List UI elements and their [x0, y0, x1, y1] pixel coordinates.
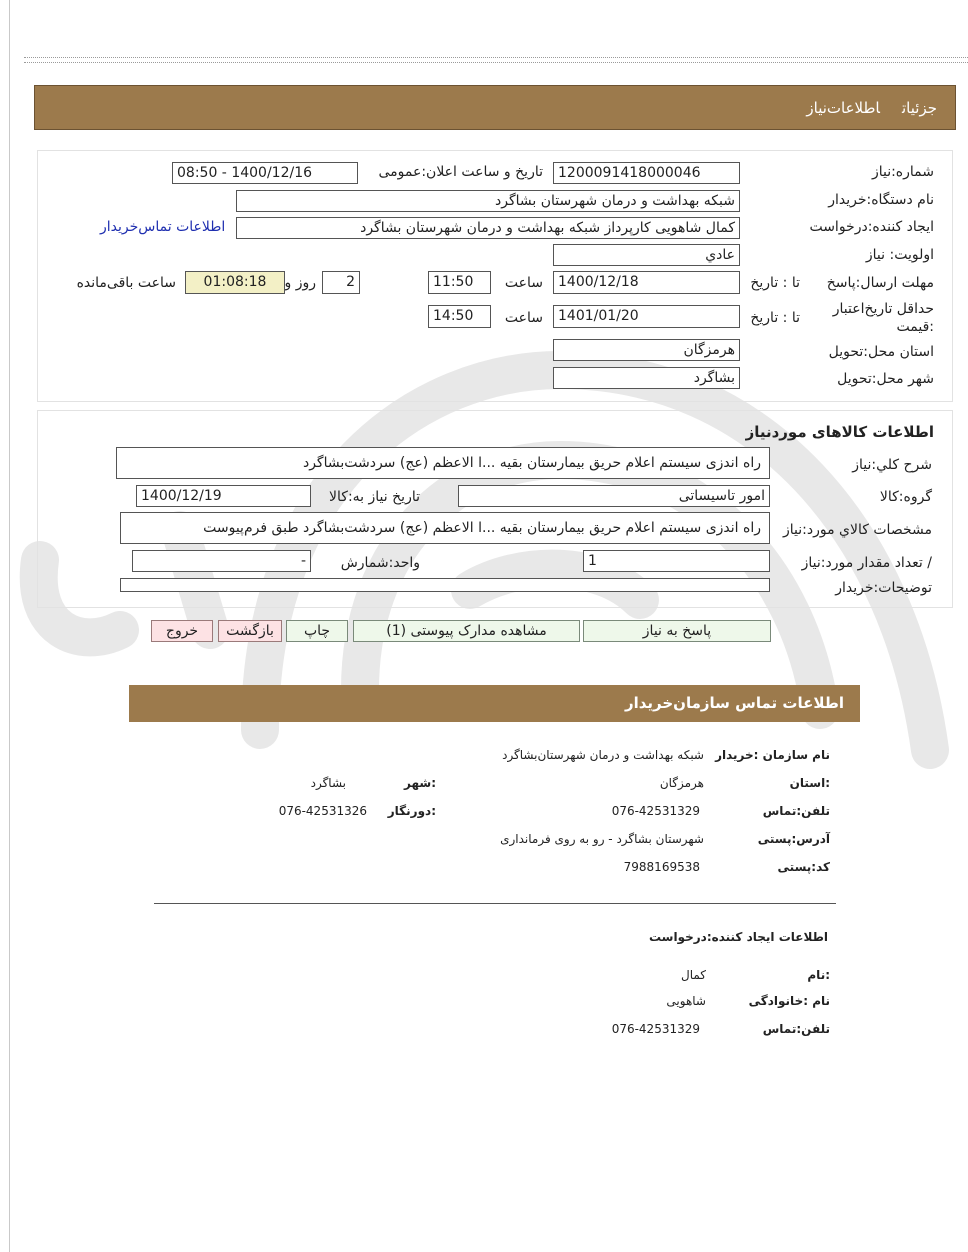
org-name-value: شبکه بهداشت و درمان شهرستان‌بشاگرد: [502, 748, 704, 762]
buyer-notes-field: [120, 578, 770, 592]
postal-address-value: شهرستان بشاگرد - رو به روی فرمانداری: [500, 832, 704, 846]
buyer-notes-label: توضیحات:خریدار: [835, 580, 932, 596]
details-header-bar: [34, 85, 956, 130]
left-border: [9, 0, 10, 1252]
goods-group-label: گروه:کالا: [879, 489, 932, 505]
view-attachments-button[interactable]: مشاهده مدارک پیوستی (1): [353, 620, 580, 642]
announce-date-field: 1400/12/16 - 08:50: [172, 162, 358, 184]
postal-code-value: 7988169538: [623, 860, 700, 874]
top-divider: [24, 57, 968, 63]
unit-label: واحد:شمارش: [340, 555, 420, 571]
org-name-label: نام سازمان :خریدار: [715, 748, 830, 762]
contact-city-label: :شهر: [404, 776, 436, 790]
goods-group-field: امور تاسیساتی: [458, 485, 770, 507]
general-desc-label: شرح کلي:نیاز: [852, 457, 932, 473]
requester-section-title: اطلاعات ایجاد کننده:درخواست: [648, 930, 828, 944]
goods-section-title: اطلاعات کالاهای موردنیاز: [745, 423, 934, 441]
deadline-time-field: 11:50: [428, 271, 491, 294]
need-date-field: 1400/12/19: [136, 485, 311, 507]
goods-spec-field: راه اندزی سیستم اعلام حریق بیمارستان بقیه ...ا الاعظم (عج) سردشت‌بشاگرد طبق فرم‌پیوست: [120, 512, 770, 544]
contact-city-value: بشاگرد: [310, 776, 346, 790]
need-number-field: 1200091418000046: [553, 162, 740, 184]
requester-name-value: کمال: [680, 968, 706, 982]
province-label: استان محل:تحویل: [828, 344, 934, 360]
quantity-label: / تعداد مقدار مورد:نیاز: [801, 555, 932, 571]
postal-address-label: آدرس:پستی: [757, 832, 830, 846]
header-tabs: [784, 99, 937, 117]
section-divider: [154, 903, 836, 904]
time-remaining-label: ساعت باقی‌مانده: [76, 275, 176, 291]
deadline-date-field: 1400/12/18: [553, 271, 740, 294]
print-button[interactable]: چاپ: [286, 620, 348, 642]
validity-label-line1: حداقل تاریخ‌اعتبار: [832, 301, 934, 317]
contact-fax-label: :دورنگار: [387, 804, 436, 818]
requester-family-value: شاهویی: [666, 994, 706, 1008]
contact-province-label: :استان: [789, 776, 830, 790]
time-remaining-field: 01:08:18: [185, 271, 285, 294]
creator-field: کمال شاهویی کارپرداز شبکه بهداشت و درمان شهرستان بشاگرد: [236, 217, 740, 239]
province-field: هرمزگان: [553, 339, 740, 361]
contact-phone-label: تلفن:تماس: [762, 804, 830, 818]
buyer-contact-link[interactable]: اطلاعات تماس‌خریدار: [100, 219, 226, 235]
validity-time-label: ساعت: [504, 310, 543, 326]
general-desc-field: راه اندزی سیستم اعلام حریق بیمارستان بقیه ...ا الاعظم (عج) سردشت‌بشاگرد: [116, 447, 770, 479]
quantity-field: 1: [583, 550, 770, 572]
contact-fax-value: 076-42531326: [278, 804, 367, 818]
deadline-label: مهلت ارسال:پاسخ: [826, 275, 934, 291]
buyer-label: نام دستگاه:خریدار: [828, 192, 934, 208]
announce-date-label: تاریخ و ساعت اعلان:عمومی: [378, 164, 543, 180]
requester-name-label: :نام: [807, 968, 830, 982]
buyer-contact-header: [129, 685, 860, 722]
city-field: بشاگرد: [553, 367, 740, 389]
city-label: شهر محل:تحویل: [837, 371, 934, 387]
creator-label: ایجاد کننده:درخواست: [809, 219, 934, 235]
requester-phone-value: 076-42531329: [611, 1022, 700, 1036]
tab-need-info[interactable]: اطلاعات‌نیاز: [806, 99, 880, 117]
requester-family-label: نام :خانوادگی: [748, 994, 830, 1008]
priority-field: عادي: [553, 244, 740, 266]
tab-details[interactable]: جزئیات: [902, 99, 937, 117]
exit-button[interactable]: خروج: [151, 620, 213, 642]
priority-label: اولویت: نیاز: [865, 247, 934, 263]
validity-time-field: 14:50: [428, 305, 491, 328]
days-label: روز و: [284, 275, 316, 291]
back-button[interactable]: بازگشت: [218, 620, 282, 642]
days-remaining-field: 2: [322, 271, 360, 294]
requester-phone-label: تلفن:تماس: [762, 1022, 830, 1036]
contact-province-value: هرمزگان: [659, 776, 704, 790]
deadline-to-date-label: تا : تاریخ: [750, 275, 800, 291]
validity-to-date-label: تا : تاریخ: [750, 310, 800, 326]
postal-code-label: کد:پستی: [777, 860, 830, 874]
buyer-contact-title: اطلاعات تماس سازمان‌خریدار: [624, 694, 844, 712]
need-number-label: شماره:نیاز: [871, 164, 934, 180]
unit-field: -: [132, 550, 311, 572]
contact-phone-value: 076-42531329: [611, 804, 700, 818]
goods-spec-label: مشخصات کالاي مورد:نیاز: [783, 522, 932, 538]
validity-label-line2: :قیمت: [896, 319, 934, 335]
reply-button[interactable]: پاسخ به نیاز: [583, 620, 771, 642]
deadline-time-label: ساعت: [504, 275, 543, 291]
validity-date-field: 1401/01/20: [553, 305, 740, 328]
need-date-label: تاریخ نیاز به:کالا: [329, 489, 420, 505]
buyer-field: شبکه بهداشت و درمان شهرستان بشاگرد: [236, 190, 740, 212]
